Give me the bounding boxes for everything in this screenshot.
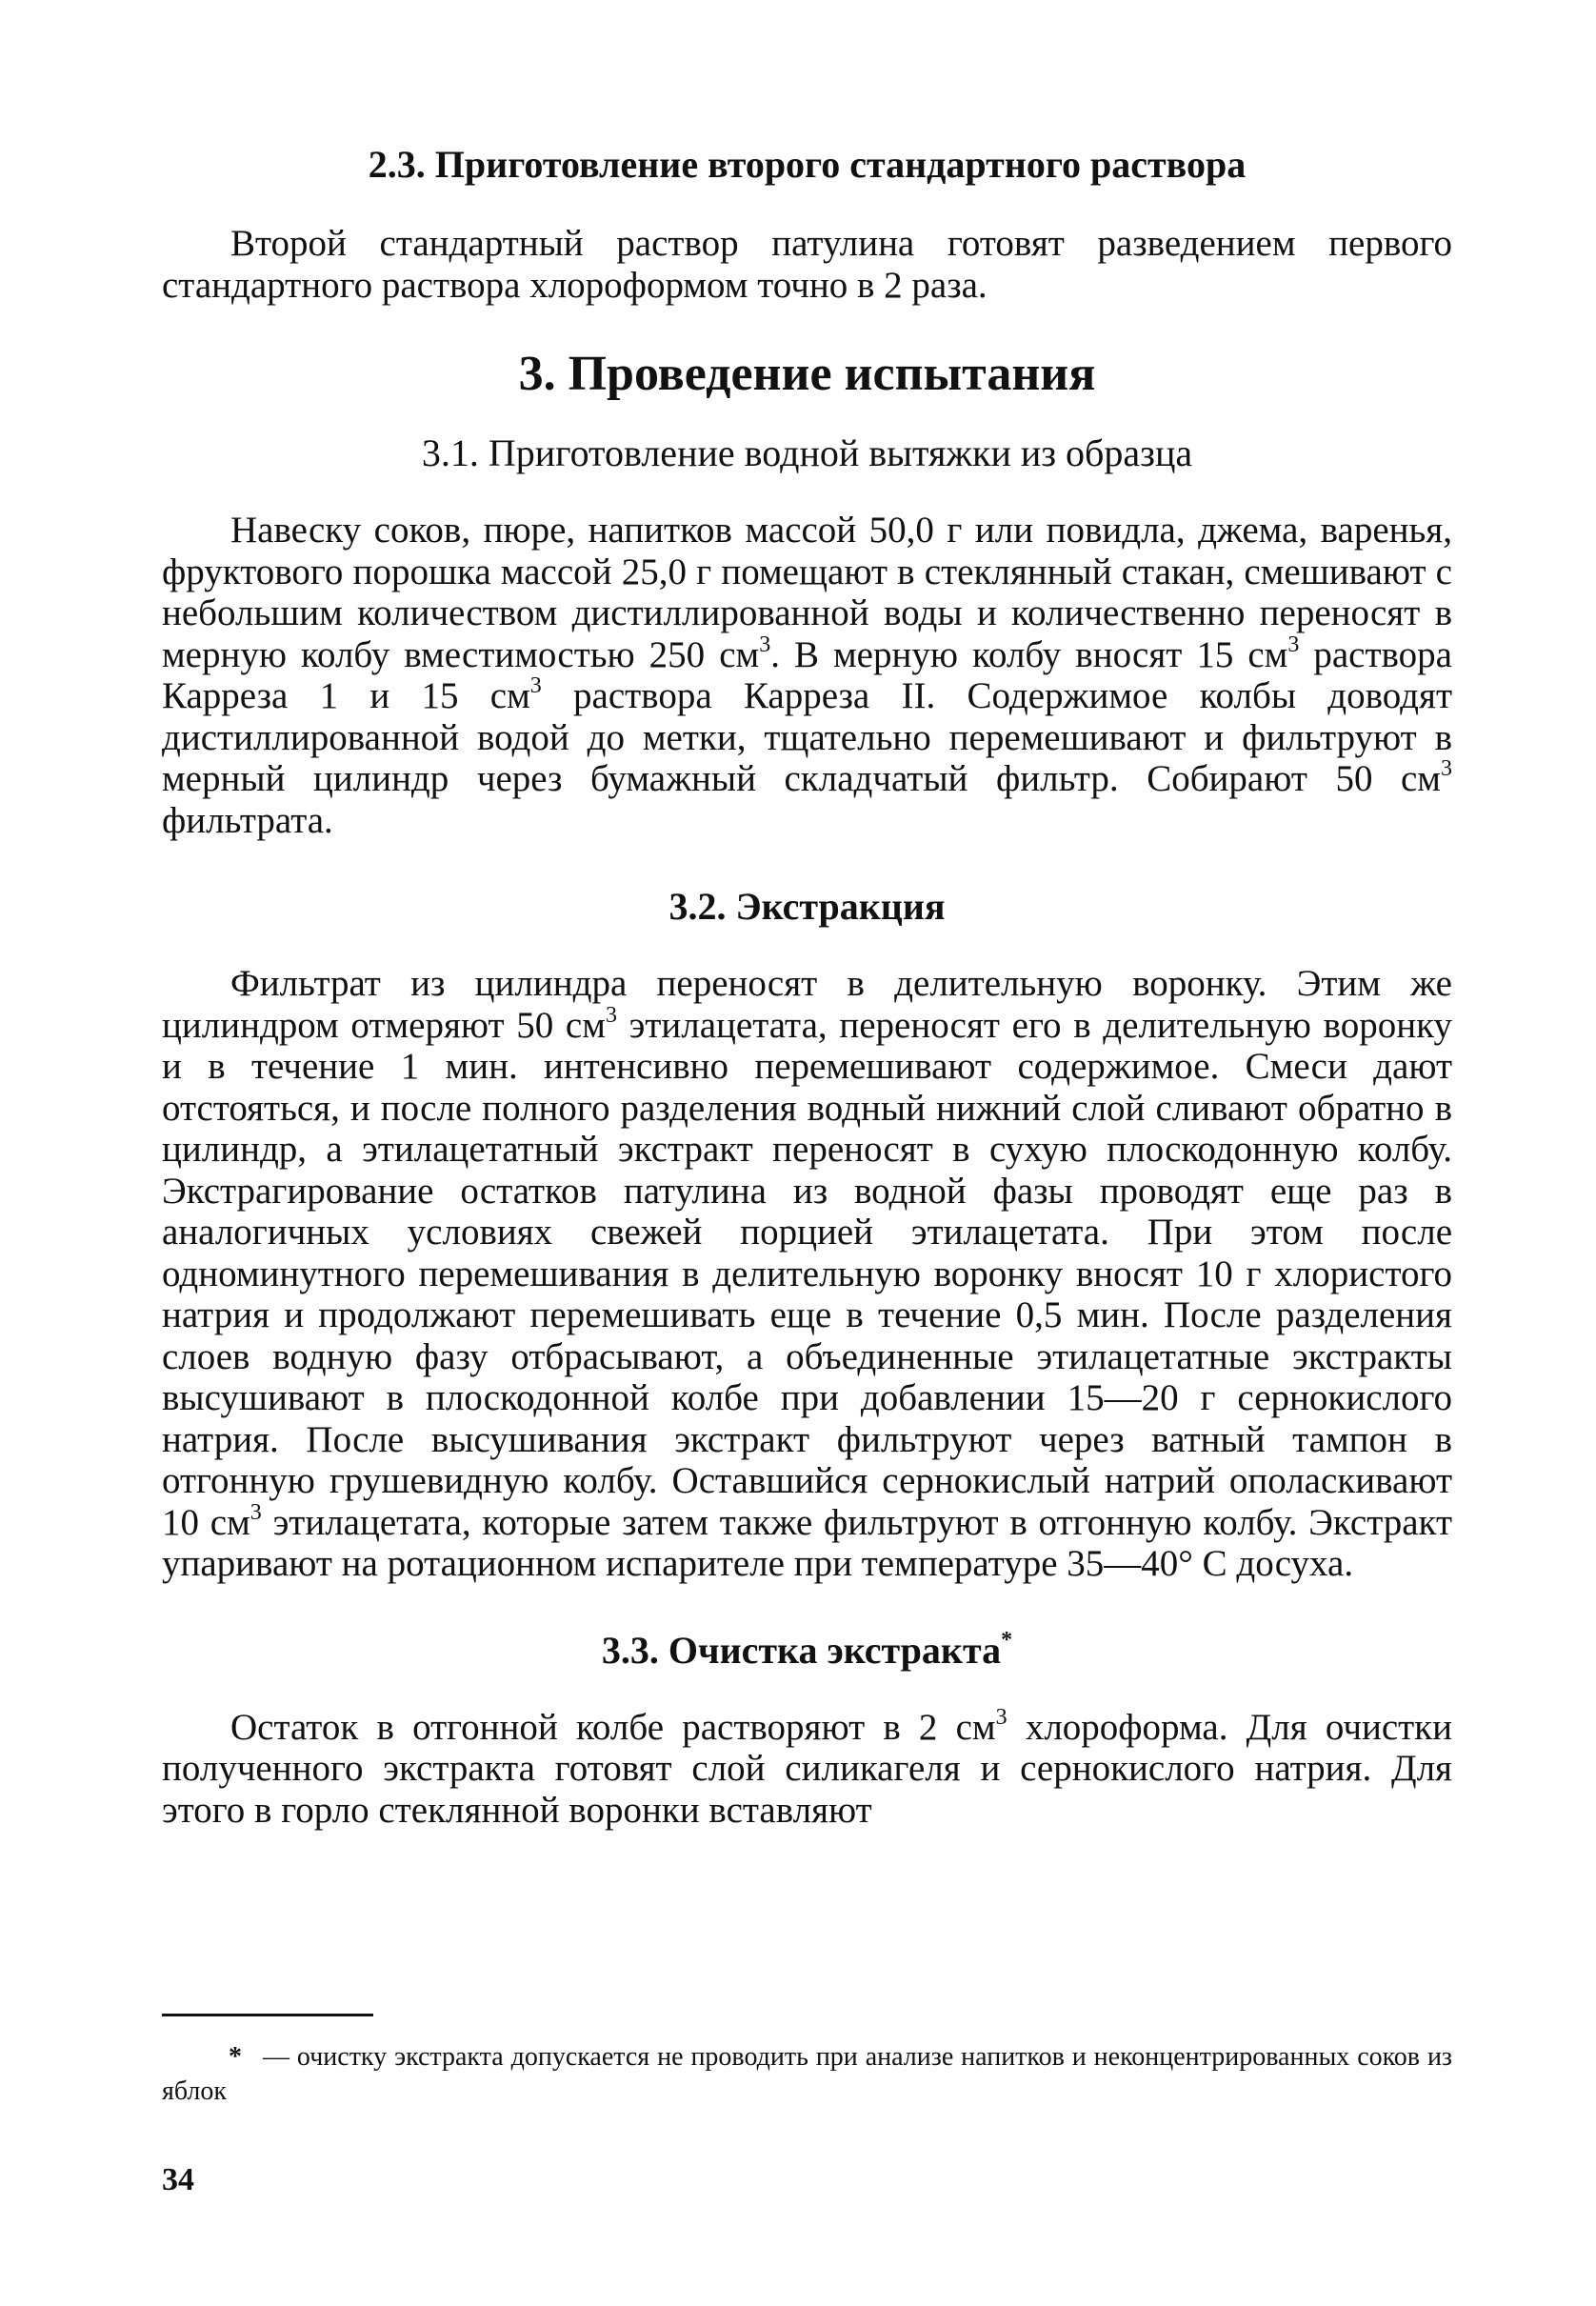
text-run: раствора Карреза 1 и 15 см — [162, 633, 1452, 716]
section-3-3-title-text: 3.3. Очистка экстракта — [601, 1628, 1002, 1672]
superscript: 3 — [249, 1499, 262, 1525]
footnote-mark: * — [229, 2042, 242, 2072]
footnote-divider — [162, 2014, 373, 2016]
text-run: раствора Карреза II. Содержимое колбы доводят дистиллированной водой до метки, тщательно перемешивают и фильтруют в мерный цилиндр через бумажный складчатый фильтр. Собирают 50 см — [162, 675, 1452, 799]
section-3-3-title — [162, 1629, 1452, 1673]
section-2-3-paragraph: Второй стандартный раствор патулина готовят разведением первого стандартного раствора хлороформом точно в 2 раза. — [162, 223, 1452, 306]
text-run: хлороформа. Для очистки полученного экстракта готовят слой силикагеля и сернокислого натрия. Для этого в горло стеклянной воронки вставляют — [162, 1706, 1452, 1831]
section-3-2-paragraph — [162, 963, 1452, 1585]
superscript: 3 — [605, 1002, 617, 1028]
section-3-1-paragraph — [162, 510, 1452, 841]
superscript: 3 — [529, 673, 542, 698]
superscript: 3 — [1441, 756, 1452, 781]
superscript: 3 — [995, 1704, 1007, 1730]
text-run: . В мерную колбу вносят 15 см — [770, 633, 1288, 675]
page-number: 34 — [162, 2162, 194, 2197]
footnote-text: — очистку экстракта допускается не проводить при анализе напитков и неконцентрированных соков из яблок — [162, 2042, 1452, 2106]
text-run: Остаток в отгонной колбе растворяют в 2 см — [230, 1706, 996, 1748]
text-run: Навеску соков, пюре, напитков массой 50,0 г или повидла, джема, варенья, фруктового порошка массой 25,0 г помещают в стеклянный стакан, смешивают с небольшим количеством дистиллированной воды и количественно переносят в мерную колбу вместимостью 250 см — [162, 510, 1452, 675]
section-3-3-paragraph — [162, 1704, 1452, 1832]
footnote-reference: * — [1001, 1628, 1013, 1654]
page-content — [162, 143, 1452, 1831]
text-run: Фильтрат из цилиндра переносят в делительную воронку. Этим же цилиндром отмеряют 50 см — [162, 963, 1452, 1046]
superscript: 3 — [759, 632, 771, 657]
section-2-3-title: 2.3. Приготовление второго стандартного раствора — [368, 143, 1247, 186]
section-3-2-title: 3.2. Экстракция — [668, 885, 946, 928]
section-3-title: 3. Проведение испытания — [518, 347, 1096, 401]
text-run: фильтрата. — [162, 799, 333, 841]
footnote — [162, 2040, 1452, 2109]
text-run: этилацетата, которые затем также фильтруют в отгонную колбу. Экстракт упаривают на ротационном испарителе при температуре 35—40° С досуха. — [162, 1501, 1452, 1584]
superscript: 3 — [1287, 632, 1300, 657]
text-run: этилацетата, переносят его в делительную воронку и в течение 1 мин. интенсивно перемешивают содержимое. Смеси дают отстояться, и после полного разделения водный нижний слой сливают обратно в цилиндр, а этилацетатный экстракт переносят в сухую плоскодонную колбу. Экстрагирование остатков патулина из водной фазы проводят еще раз в аналогичных условиях свежей порцией этилацетата. При этом после одноминутного перемешивания в делительную воронку вносят 10 г хлористого натрия и продолжают перемешивать еще в течение 0,5 мин. После разделения слоев водную фазу отбрасывают, а объединенные этилацетатные экстракты высушивают в плоскодонной колбе при добавлении 15—20 г сернокислого натрия. После высушивания экстракт фильтруют через ватный тампон в отгонную грушевидную колбу. Оставшийся сернокислый натрий ополаскивают 10 см — [162, 1004, 1453, 1543]
section-3-1-title: 3.1. Приготовление водной вытяжки из образца — [421, 431, 1193, 474]
